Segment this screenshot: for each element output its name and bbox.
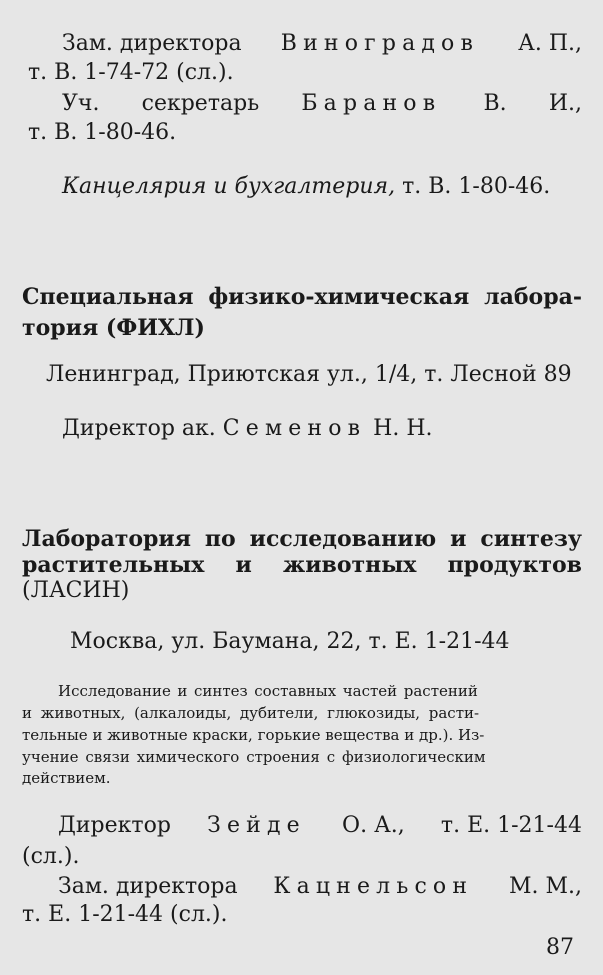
lasin-director-line — [58, 815, 582, 837]
heading-word: продуктов — [447, 552, 582, 578]
role-text: Директор — [58, 813, 171, 838]
lasin-description-line2: и животных, (алкалоиды, дубители, глюкозиды, расти- — [22, 704, 480, 722]
initials: О. А., — [342, 813, 405, 838]
lasin-heading-line2 — [22, 554, 582, 576]
fihl-heading-line1 — [22, 286, 582, 308]
secretary-phone: т. В. 1-80-46. — [28, 120, 177, 145]
initials: А. П., — [518, 31, 582, 56]
heading-word: и — [235, 552, 252, 578]
person-name: Семенов — [222, 416, 367, 441]
person-name: Зейде — [207, 813, 306, 838]
heading-word: по — [204, 526, 236, 552]
heading-word: исследованию — [249, 526, 437, 552]
heading-word: физико-химическая — [208, 284, 470, 310]
role-text: Зам. директора — [62, 31, 242, 56]
lasin-description-line5: действием. — [22, 769, 111, 787]
lasin-deputy-phone: т. Е. 1-21-44 (сл.). — [22, 902, 228, 927]
lasin-description-line3: тельные и животные краски, горькие вещества и др.). Из- — [22, 726, 485, 744]
page-number: 87 — [546, 935, 574, 960]
fihl-director-line — [62, 418, 433, 440]
lasin-description-line1: Исследование и синтез составных частей растений — [58, 682, 478, 700]
initials: В. — [483, 91, 507, 116]
heading-word: лабора- — [484, 284, 582, 310]
role-text: Директор ак. — [62, 416, 216, 441]
initials: И., — [548, 91, 582, 116]
heading-word: животных — [283, 552, 417, 578]
lasin-description-line4: учение связи химического строения с физиологическим — [22, 748, 486, 766]
person-name: Баранов — [301, 91, 442, 116]
deputy-director-phone: т. В. 1-74-72 (сл.). — [28, 60, 234, 85]
office-line — [62, 176, 550, 198]
lasin-deputy-line — [58, 876, 582, 898]
fihl-address: Ленинград, Приютская ул., 1/4, т. Лесной 89 — [46, 362, 572, 387]
lasin-heading-line3: (ЛАСИН) — [22, 578, 130, 603]
heading-word: Лаборатория — [22, 526, 191, 552]
lasin-director-phone-suffix: (сл.). — [22, 844, 80, 869]
office-label: Канцелярия и бухгалтерия, — [62, 174, 396, 199]
role-text: Уч. — [62, 91, 100, 116]
deputy-director-line — [62, 33, 582, 55]
heading-word: Специальная — [22, 284, 194, 310]
role-text: секретарь — [141, 91, 260, 116]
office-phone: т. В. 1-80-46. — [402, 174, 551, 199]
fihl-heading-line2: тория (ФИХЛ) — [22, 315, 205, 341]
role-text: Зам. директора — [58, 874, 238, 899]
lasin-heading-line1 — [22, 528, 582, 550]
heading-word: растительных — [22, 552, 205, 578]
person-name: Виноградов — [280, 31, 480, 56]
heading-word: и — [450, 526, 467, 552]
heading-word: синтезу — [480, 526, 582, 552]
phone: т. Е. 1-21-44 — [440, 813, 582, 838]
lasin-address: Москва, ул. Баумана, 22, т. Е. 1-21-44 — [70, 629, 510, 654]
secretary-line — [62, 93, 582, 115]
person-name: Кацнельсон — [273, 874, 474, 899]
initials: М. М., — [508, 874, 582, 899]
initials: Н. Н. — [373, 416, 433, 441]
